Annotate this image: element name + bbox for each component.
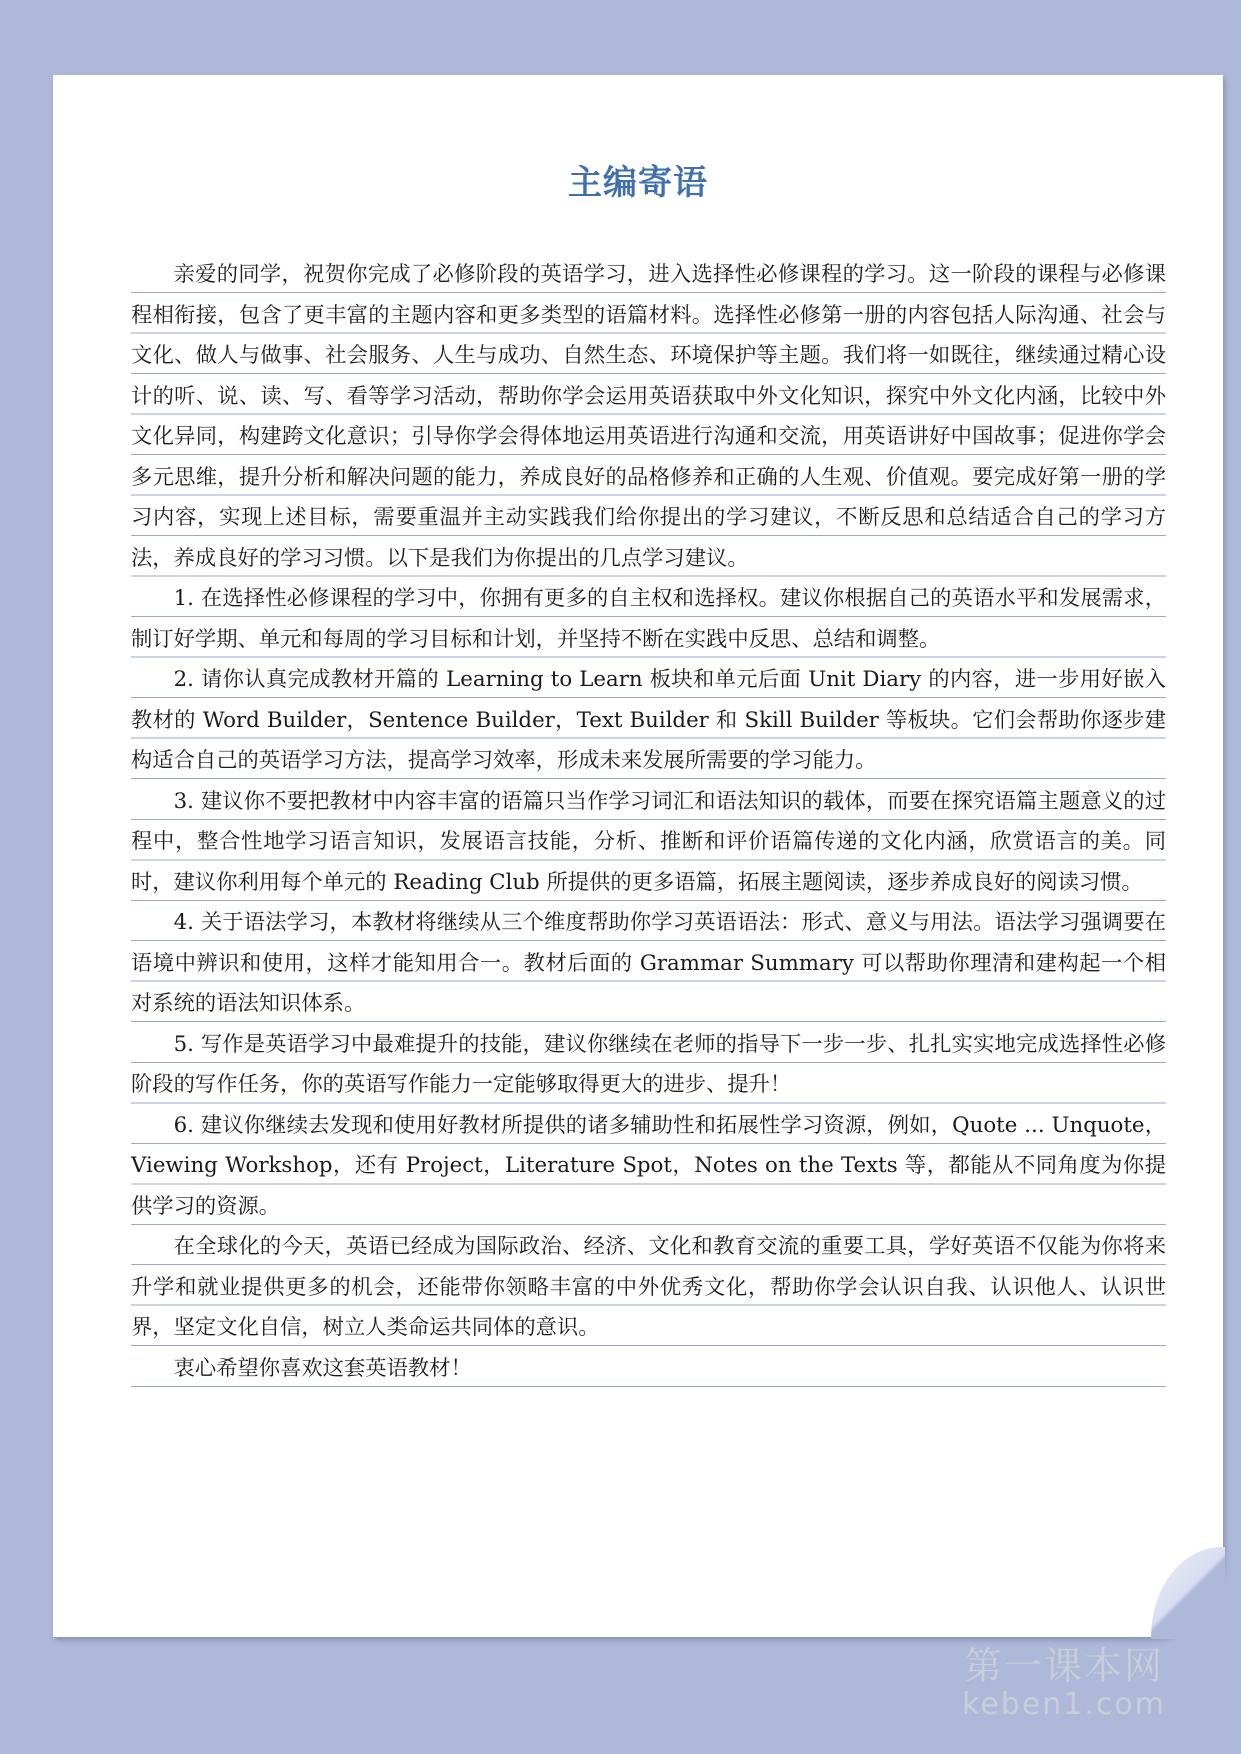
paragraph-suggestion-3: 3. 建议你不要把教材中内容丰富的语篇只当作学习词汇和语法知识的载体，而要在探究语篇主题意义的过程中，整合性地学习语言知识，发展语言技能，分析、推断和评价语篇传递的文化内涵，欣赏语言的美。同时，建议你利用每个单元的 Reading Club 所提供的更多语篇，拓展主题阅读，逐步养成良好的阅读习惯。 bbox=[131, 782, 1166, 904]
watermark-cn: 第一课本网 bbox=[964, 1644, 1165, 1688]
paragraph-globalization: 在全球化的今天，英语已经成为国际政治、经济、文化和教育交流的重要工具，学好英语不仅能为你将来升学和就业提供更多的机会，还能带你领略丰富的中外优秀文化，帮助你学会认识自我、认识他人、认识世界，坚定文化自信，树立人类命运共同体的意识。 bbox=[131, 1227, 1166, 1349]
watermark-en: keben1.com bbox=[962, 1687, 1166, 1722]
watermark bbox=[962, 1644, 1166, 1722]
paragraph-suggestion-2: 2. 请你认真完成教材开篇的 Learning to Learn 板块和单元后面 Unit Diary 的内容，进一步用好嵌入教材的 Word Builder，Sentence Builder，Text Builder 和 Skill Builder 等板块。它们会帮助你逐步建构适合自己的英语学习方法，提高学习效率，形成未来发展所需要的学习能力。 bbox=[131, 660, 1166, 782]
paragraph-suggestion-6: 6. 建议你继续去发现和使用好教材所提供的诸多辅助性和拓展性学习资源，例如，Quote ... Unquote，Viewing Workshop，还有 Project，Literature Spot，Notes on the Texts 等，都能从不同角度为你提供学习的资源。 bbox=[131, 1106, 1166, 1228]
page-curl bbox=[1151, 1547, 1225, 1639]
letter-body bbox=[131, 255, 1166, 1389]
page-title: 主编寄语 bbox=[568, 163, 708, 203]
paragraph-closing: 衷心希望你喜欢这套英语教材！ bbox=[131, 1349, 1166, 1390]
paragraph-suggestion-1: 1. 在选择性必修课程的学习中，你拥有更多的自主权和选择权。建议你根据自己的英语水平和发展需求，制订好学期、单元和每周的学习目标和计划，并坚持不断在实践中反思、总结和调整。 bbox=[131, 579, 1166, 660]
paragraph-suggestion-4: 4. 关于语法学习，本教材将继续从三个维度帮助你学习英语语法：形式、意义与用法。语法学习强调要在语境中辨识和使用，这样才能知用合一。教材后面的 Grammar Summary 可以帮助你理清和建构起一个相对系统的语法知识体系。 bbox=[131, 903, 1166, 1025]
page-sheet bbox=[53, 75, 1223, 1637]
paragraph-intro: 亲爱的同学，祝贺你完成了必修阶段的英语学习，进入选择性必修课程的学习。这一阶段的课程与必修课程相衔接，包含了更丰富的主题内容和更多类型的语篇材料。选择性必修第一册的内容包括人际沟通、社会与文化、做人与做事、社会服务、人生与成功、自然生态、环境保护等主题。我们将一如既往，继续通过精心设计的听、说、读、写、看等学习活动，帮助你学会运用英语获取中外文化知识，探究中外文化内涵，比较中外文化异同，构建跨文化意识；引导你学会得体地运用英语进行沟通和交流，用英语讲好中国故事；促进你学会多元思维，提升分析和解决问题的能力，养成良好的品格修养和正确的人生观、价值观。要完成好第一册的学习内容，实现上述目标，需要重温并主动实践我们给你提出的学习建议，不断反思和总结适合自己的学习方法，养成良好的学习习惯。以下是我们为你提出的几点学习建议。 bbox=[131, 255, 1166, 579]
paragraph-suggestion-5: 5. 写作是英语学习中最难提升的技能，建议你继续在老师的指导下一步一步、扎扎实实地完成选择性必修阶段的写作任务，你的英语写作能力一定能够取得更大的进步、提升！ bbox=[131, 1025, 1166, 1106]
